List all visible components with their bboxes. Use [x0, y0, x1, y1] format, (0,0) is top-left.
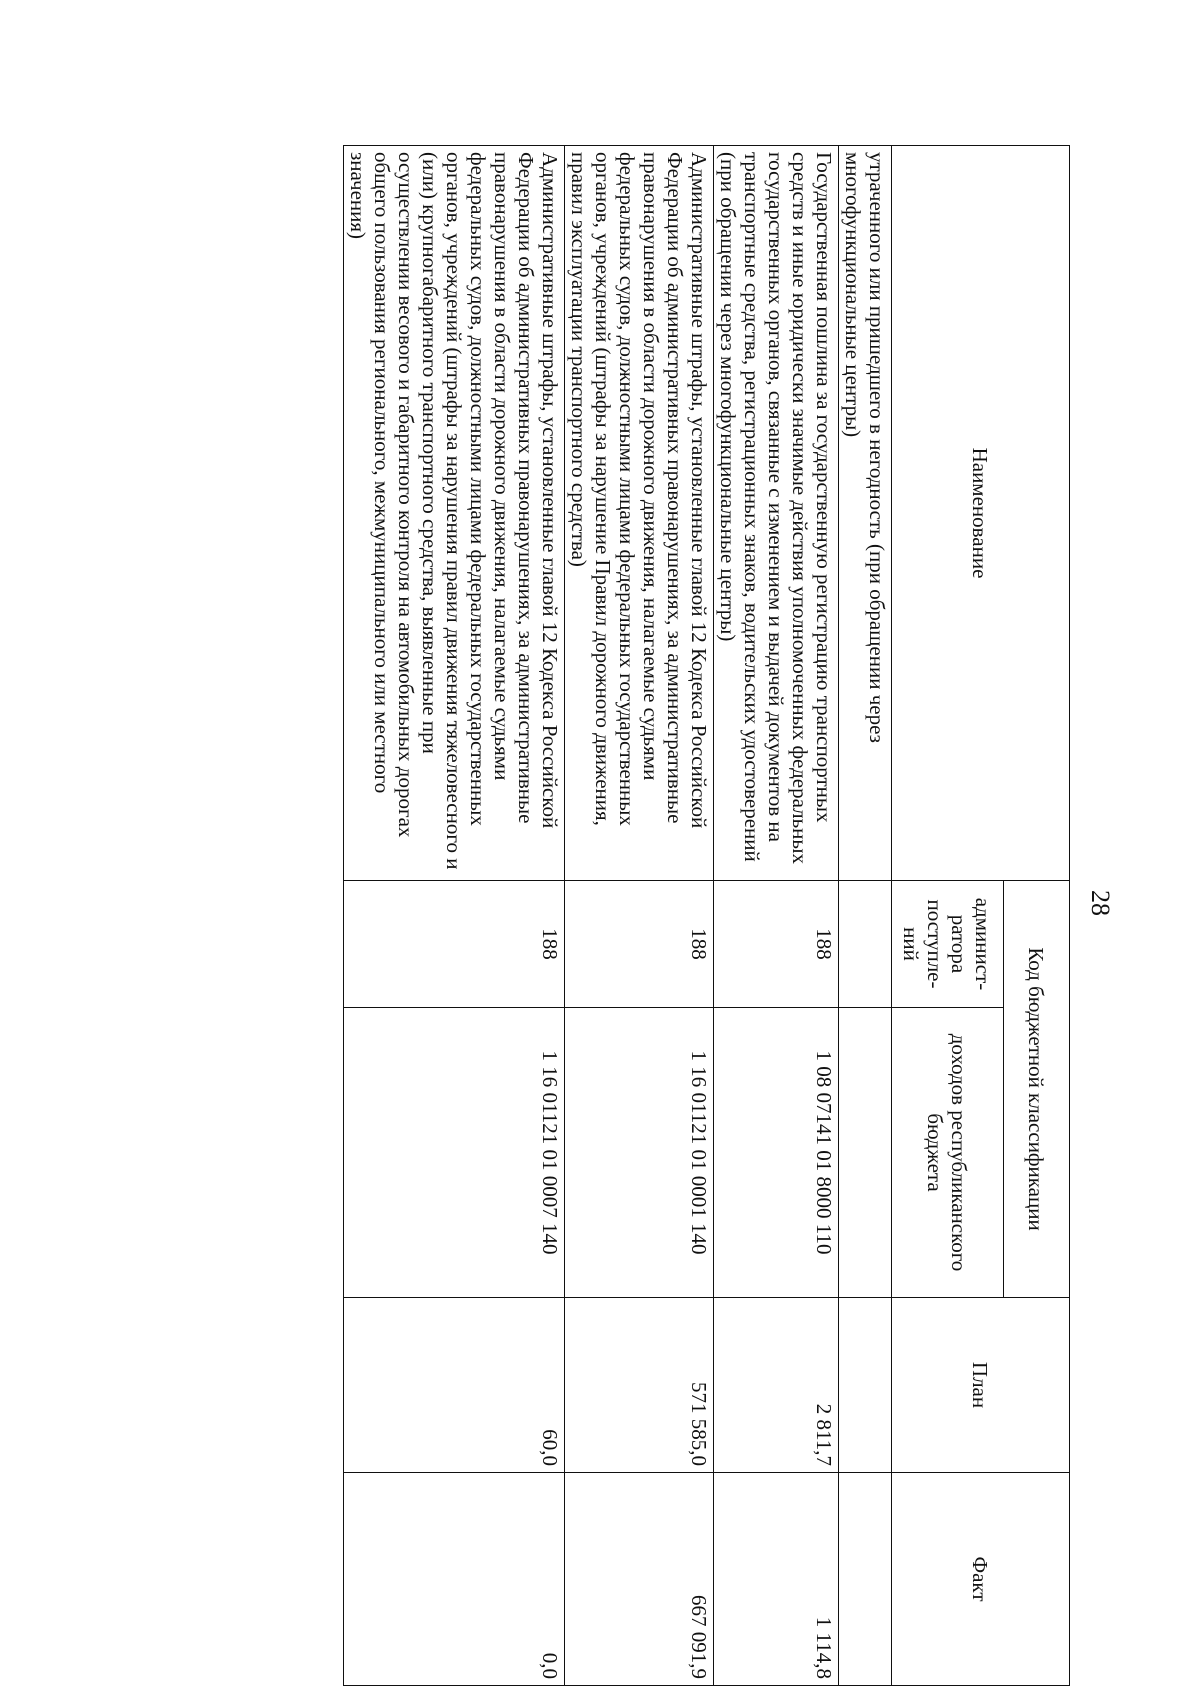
row-fact: 0,0 — [344, 1473, 565, 1686]
page-number: 28 — [1086, 890, 1115, 916]
header-admin: админист-ратора поступле-ний — [892, 881, 1004, 1008]
row-admin: 188 — [344, 881, 565, 1008]
row-name: Административные штрафы, установленные главой 12 Кодекса Российской Федерации об административных правонарушениях, за административные правонарушения в области дорожного движения, налагаемые судьями федеральных судов, должностными лицами федеральных государственных органов, учреждений (штрафы за нарушение Правил дорожного движения, правил эксплуатации транспортного средства) — [565, 146, 714, 881]
row-name: Государственная пошлина за государственную регистрацию транспортных средств и иные юридически значимые действия уполномоченных федеральных государственных органов, связанные с изменением и выдачей документов на транспортные средства, регистрационных знаков, водительских удостоверений (при обращении через многофункциональные центры) — [714, 146, 839, 881]
row-admin: 188 — [565, 881, 714, 1008]
header-income: доходов республиканского бюджета — [892, 1008, 1004, 1298]
row-admin: 188 — [714, 881, 839, 1008]
budget-table — [343, 145, 1070, 1686]
row-code — [839, 1008, 892, 1298]
row-name: Административные штрафы, установленные главой 12 Кодекса Российской Федерации об административных правонарушениях, за административные правонарушения в области дорожного движения, налагаемые судьями федеральных судов, должностными лицами федеральных государственных органов, учреждений (штрафы за нарушения правил движения тяжеловесного и (или) крупногабаритного транспортного средства, выявленные при осуществлении весового и габаритного контроля на автомобильных дорогах общего пользования регионального, межмуниципального или местного значения) — [344, 146, 565, 881]
table-row — [714, 146, 839, 1686]
row-plan — [839, 1298, 892, 1473]
header-plan: План — [892, 1298, 1070, 1473]
row-code: 1 16 01121 01 0001 140 — [565, 1008, 714, 1298]
header-fact: Факт — [892, 1473, 1070, 1686]
row-fact: 667 091,9 — [565, 1473, 714, 1686]
table-row — [344, 146, 565, 1686]
row-fact — [839, 1473, 892, 1686]
header-name: Наименование — [892, 146, 1070, 881]
table-row — [839, 146, 892, 1686]
row-admin — [839, 881, 892, 1008]
row-name: утраченного или пришедшего в негодность (при обращении через многофункциональные центры) — [839, 146, 892, 881]
row-code: 1 16 01121 01 0007 140 — [344, 1008, 565, 1298]
row-plan: 2 811,7 — [714, 1298, 839, 1473]
row-fact: 1 114,8 — [714, 1473, 839, 1686]
table-row — [565, 146, 714, 1686]
row-plan: 60,0 — [344, 1298, 565, 1473]
header-code-group: Код бюджетной классификации — [1004, 881, 1070, 1298]
row-plan: 571 585,0 — [565, 1298, 714, 1473]
rotated-table-frame — [120, 145, 1070, 1685]
row-code: 1 08 07141 01 8000 110 — [714, 1008, 839, 1298]
